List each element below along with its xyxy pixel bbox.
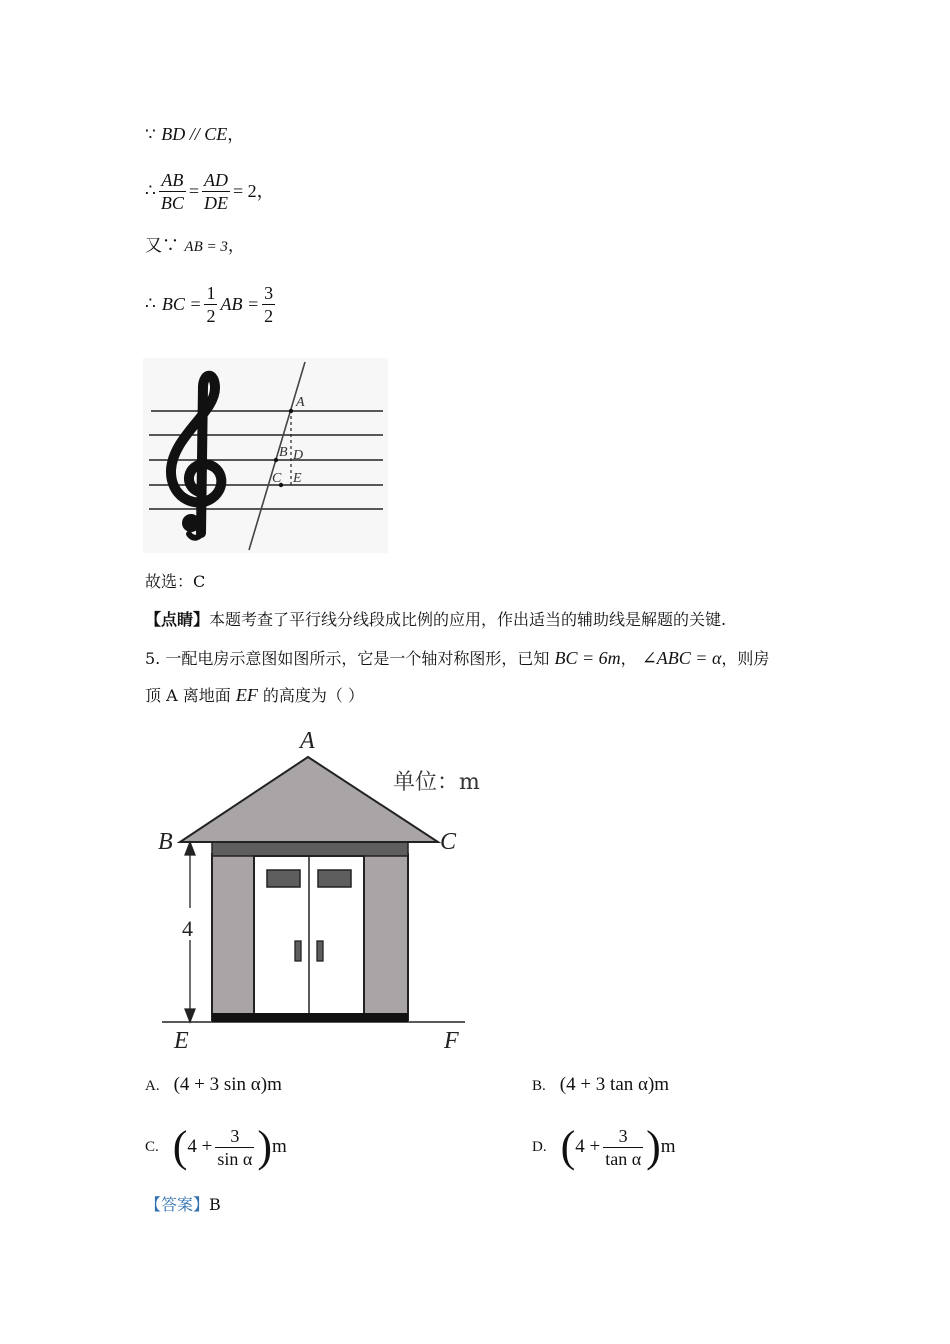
option-b-expression: (4 + 3 tan α)m (559, 1074, 670, 1095)
comment-text: 本题考查了平行线分线段成比例的应用，作出适当的辅助线是解题的关键. (209, 610, 727, 629)
therefore-symbol: ∴ (145, 294, 156, 314)
point-label-d: D (293, 448, 304, 463)
option-a[interactable]: A. (4 + 3 sin α)m (145, 1074, 282, 1095)
step-parallel: ∵ BD // CE， (145, 124, 245, 145)
point-label-b: B (279, 445, 288, 460)
fraction-ab-bc: $\frac{AB}{BC}$ (160, 169, 184, 213)
door-window-right (318, 870, 351, 887)
question-line-2: 顶 A 离地面 EF 的高度为（ ） (145, 685, 365, 705)
option-c[interactable]: C. ( 4 + $\frac{3}{\text{sin α}}$ ) m (145, 1122, 287, 1171)
answer-line (145, 1194, 221, 1216)
option-b[interactable]: B. (4 + 3 tan α)m (532, 1074, 670, 1095)
point-label-c: C (272, 471, 282, 486)
comment-line (145, 609, 726, 631)
fraction-three-halves: $\frac{3}{2}$ (264, 282, 274, 326)
vertex-label-a: A (300, 728, 315, 754)
door-handle-right (317, 941, 323, 961)
bc-length: BC = 6m (554, 648, 621, 668)
vertex-label-f: F (444, 1028, 459, 1054)
answer-tag: 【答案】 (145, 1195, 210, 1214)
point-label-a: A (296, 395, 305, 410)
because-symbol: ∵ (145, 125, 156, 145)
step-ratio: ∴ $\frac{AB}{BC}$ = $\frac{AD}{DE}$ = 2， (145, 169, 275, 213)
parallel-statement: BD // CE (161, 124, 228, 144)
door-handle-left (295, 941, 301, 961)
point-label-e: E (293, 471, 302, 486)
ab-value: AB = 3 (184, 239, 228, 255)
therefore-symbol: ∴ (145, 181, 156, 201)
fraction-one-half: $\frac{1}{2}$ (206, 282, 216, 326)
comment-tag: 【点睛】 (145, 610, 210, 629)
roof-beam (212, 842, 408, 856)
house-base (212, 1013, 408, 1022)
height-label: 4 (182, 916, 193, 941)
option-d[interactable]: D. ( 4 + $\frac{3}{\text{tan α}}$ ) m (532, 1122, 676, 1171)
unit-label: 单位：m (393, 770, 480, 795)
choice-statement: 故选：C (145, 572, 206, 591)
angle-abc: ∠ABC = α (641, 648, 722, 668)
option-c-fraction: $\frac{3}{\text{sin α}}$ (217, 1125, 253, 1169)
power-house-figure (150, 722, 500, 1057)
vertex-label-e: E (174, 1028, 189, 1054)
step-given-ab: 又∵ AB = 3， (145, 236, 245, 256)
ratio-result: = 2， (233, 181, 275, 201)
ground-ef: EF (235, 685, 258, 705)
option-a-expression: (4 + 3 sin α)m (173, 1074, 282, 1095)
option-d-fraction: $\frac{3}{\text{tan α}}$ (605, 1125, 642, 1169)
vertex-label-b: B (158, 829, 173, 855)
answer-value: B (209, 1195, 221, 1214)
vertex-label-c: C (440, 829, 457, 855)
music-staff-figure (143, 358, 388, 553)
fraction-ad-de: $\frac{AD}{DE}$ (204, 169, 228, 213)
step-bc-result: ∴ BC = $\frac{1}{2}$ AB = $\frac{3}{2}$ (145, 282, 274, 326)
door-window-left (267, 870, 300, 887)
question-line-1: 5. 一配电房示意图如图所示，它是一个轴对称图形，已知 BC = 6m， ∠ABC = α，则房 (145, 648, 770, 668)
